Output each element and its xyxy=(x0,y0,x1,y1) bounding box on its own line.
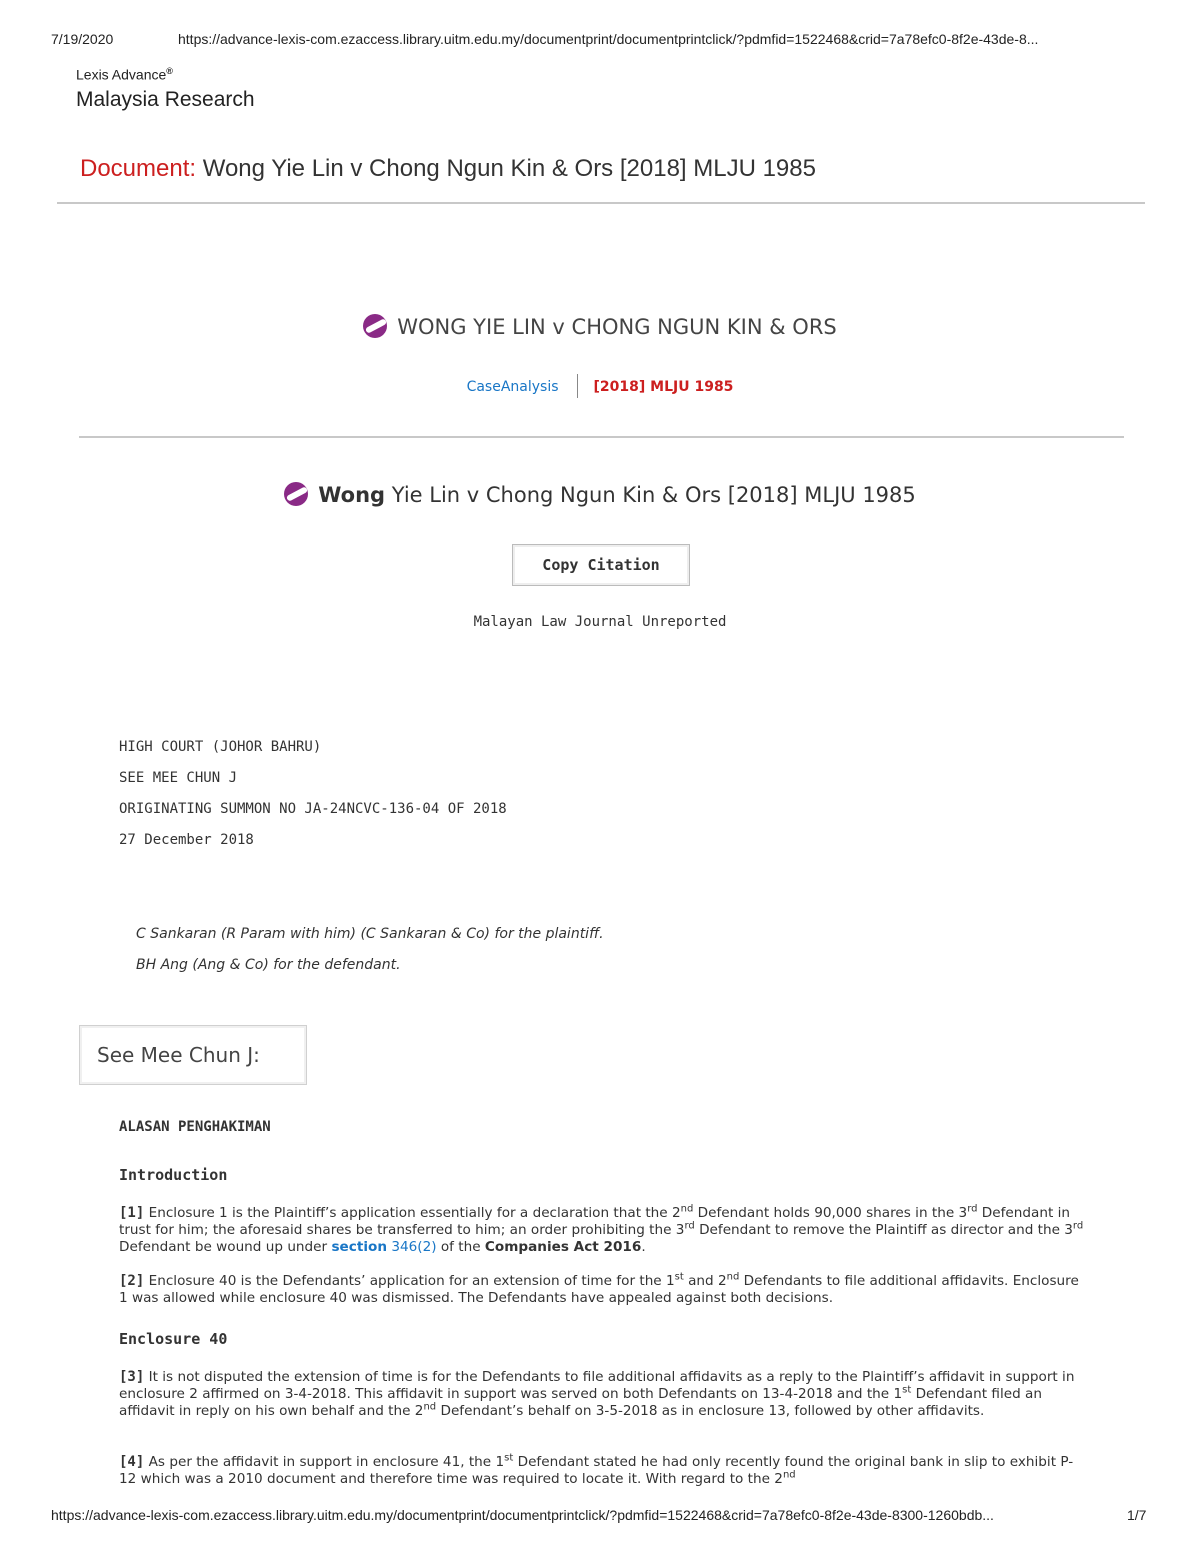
paragraph-text: Enclosure 1 is the Plaintiff’s application essentially for a declaration that the 2 xyxy=(144,1205,681,1221)
journal-name: Malayan Law Journal Unreported xyxy=(473,614,727,630)
ordinal-suffix: st xyxy=(674,1271,684,1283)
document-label: Document: xyxy=(80,155,197,182)
paragraph-text: Defendant in trust for him; the aforesaid shares be transferred to him; an order prohibiting the 3 xyxy=(119,1205,1071,1238)
defendant-counsel: BH Ang (Ang & Co) for the defendant. xyxy=(136,957,401,973)
section-link[interactable]: section xyxy=(331,1239,387,1255)
paragraph-text: Enclosure 40 is the Defendants’ application for an extension of time for the 1 xyxy=(144,1273,675,1289)
page-number: 1/7 xyxy=(1127,1507,1147,1523)
case-divider xyxy=(79,436,1124,438)
paragraph-2 xyxy=(119,1273,1089,1307)
document-title-text: Wong Yie Lin v Chong Ngun Kin & Ors [2018] MLJU 1985 xyxy=(202,155,816,182)
document-title xyxy=(80,155,816,183)
case-title-rest: Yie Lin v Chong Ngun Kin & Ors [2018] MLJU 1985 xyxy=(385,483,916,507)
paragraph-text: It is not disputed the extension of time is for the Defendants to file additional affidavits as a reply to the Plaintiff’s affidavit in support in enclosure 2 affirmed on 3-4-2018. This affidavit in support was served on both Defendants on 13-4-2018 and the 1 xyxy=(119,1369,1075,1402)
section-enclosure-40: Enclosure 40 xyxy=(119,1330,228,1348)
judge-name: SEE MEE CHUN J xyxy=(119,770,238,786)
paragraph-number: [2] xyxy=(119,1273,145,1289)
paragraph-text: . xyxy=(641,1239,646,1255)
paragraph-text: As per the affidavit in support in enclosure 41, the 1 xyxy=(144,1454,505,1470)
citation-link[interactable]: [2018] MLJU 1985 xyxy=(593,379,734,395)
paragraph-text: Defendant’s behalf on 3-5-2018 as in enclosure 13, followed by other affidavits. xyxy=(436,1403,985,1419)
plaintiff-counsel: C Sankaran (R Param with him) (C Sankaran & Co) for the plaintiff. xyxy=(136,926,604,942)
act-name: Companies Act 2016 xyxy=(484,1239,642,1255)
ordinal-suffix: nd xyxy=(680,1203,694,1215)
case-title-first: Wong xyxy=(318,483,386,507)
paragraph-text: Defendant stated he had only recently found the original bank in slip to exhibit P-12 which was a 2010 document and therefore time was required to locate it. With regard to the 2 xyxy=(119,1454,1074,1487)
case-title xyxy=(0,482,1200,507)
link-separator xyxy=(577,374,578,398)
summons-number: ORIGINATING SUMMON NO JA-24NCVC-136-04 OF 2018 xyxy=(119,801,507,817)
section-number-link[interactable]: 346(2) xyxy=(391,1239,437,1255)
product-name: Malaysia Research xyxy=(76,88,255,111)
ordinal-suffix: nd xyxy=(782,1469,796,1481)
print-date: 7/19/2020 xyxy=(51,31,114,47)
paragraph-text: Defendant be wound up under xyxy=(119,1239,332,1255)
paragraph-4 xyxy=(119,1454,1089,1488)
ordinal-suffix: st xyxy=(902,1384,912,1396)
copy-citation-button[interactable]: Copy Citation xyxy=(512,544,690,586)
header-divider xyxy=(57,202,1145,204)
ordinal-suffix: nd xyxy=(423,1401,437,1413)
paragraph-text: Defendant filed an affidavit in reply on his own behalf and the 2 xyxy=(119,1386,1042,1419)
court-name: HIGH COURT (JOHOR BAHRU) xyxy=(119,739,322,755)
case-analysis-link[interactable]: CaseAnalysis xyxy=(466,379,559,395)
paragraph-text: Defendant holds 90,000 shares in the 3 xyxy=(693,1205,968,1221)
paragraph-number: [1] xyxy=(119,1205,145,1221)
case-heading-text: WONG YIE LIN v CHONG NGUN KIN & ORS xyxy=(397,315,837,339)
paragraph-text: Defendant to remove the Plaintiff as director and the 3 xyxy=(694,1222,1073,1238)
paragraph-text: and 2 xyxy=(683,1273,727,1289)
paragraph-1 xyxy=(119,1205,1089,1256)
ordinal-suffix: rd xyxy=(1072,1220,1084,1232)
paragraph-text: Defendants to file additional affidavits. Enclosure 1 was allowed while enclosure 40 was dismissed. The Defendants have appealed against both decisions. xyxy=(119,1273,1079,1306)
paragraph-number: [3] xyxy=(119,1369,145,1385)
ordinal-suffix: nd xyxy=(726,1271,740,1283)
case-heading xyxy=(0,314,1200,339)
judge-label: See Mee Chun J: xyxy=(97,1043,260,1067)
paragraph-text: of the xyxy=(436,1239,485,1255)
case-links xyxy=(0,374,1200,398)
print-url: https://advance-lexis-com.ezaccess.library.uitm.edu.my/documentprint/documentprintclick/?pdmfid=1522468&crid=7a78efc0-8f2e-43de-8... xyxy=(178,31,1039,47)
lexis-logo-icon xyxy=(284,482,308,506)
registered-mark: ® xyxy=(166,66,173,76)
ordinal-suffix: st xyxy=(504,1452,514,1464)
decision-date: 27 December 2018 xyxy=(119,832,254,848)
ordinal-suffix: rd xyxy=(684,1220,695,1232)
ordinal-suffix: rd xyxy=(967,1203,978,1215)
paragraph-number: [4] xyxy=(119,1454,145,1470)
judge-label-box xyxy=(79,1025,307,1085)
lexis-logo-icon xyxy=(363,314,387,338)
judgment-heading: ALASAN PENGHAKIMAN xyxy=(119,1119,271,1135)
section-introduction: Introduction xyxy=(119,1166,228,1184)
brand-name xyxy=(76,66,173,83)
brand-text: Lexis Advance xyxy=(76,66,167,83)
footer-url: https://advance-lexis-com.ezaccess.library.uitm.edu.my/documentprint/documentprintclick/?pdmfid=1522468&crid=7a78efc0-8f2e-43de-8300-1260bdb... xyxy=(51,1507,994,1523)
paragraph-3 xyxy=(119,1369,1089,1420)
